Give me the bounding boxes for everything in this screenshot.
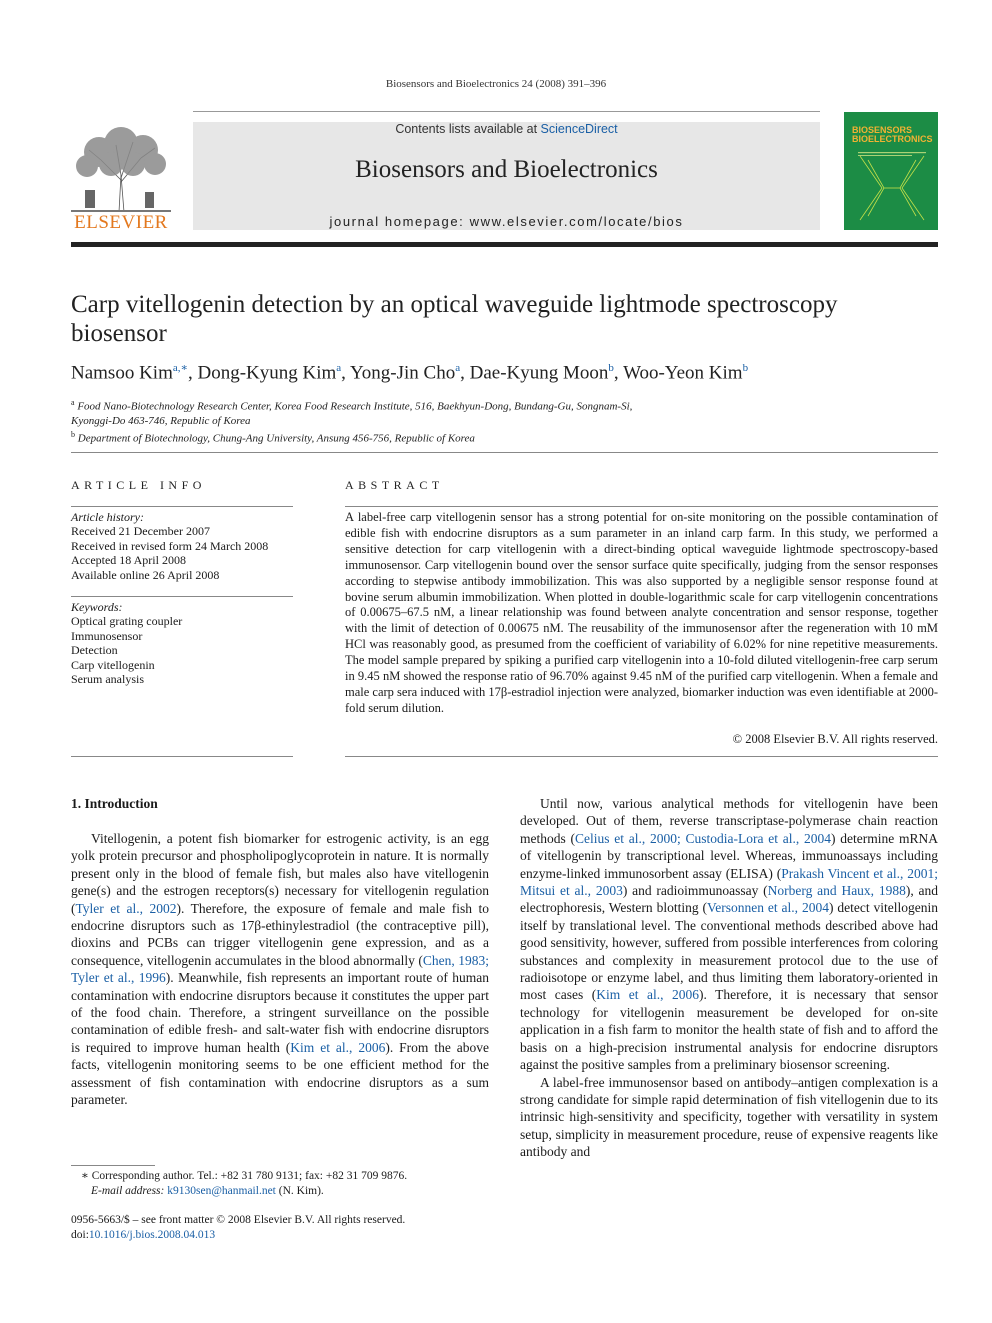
author-list (71, 361, 938, 384)
abstract-rule (345, 506, 938, 507)
history-received: Received 21 December 2007 (71, 524, 210, 539)
author-separator: , (460, 362, 470, 384)
author-separator: , (187, 362, 198, 384)
author-affiliation-mark[interactable]: a (336, 362, 342, 374)
author-affiliation-mark[interactable]: a,∗ (172, 362, 188, 374)
text-run: ). Therefore, it is necessary that sensor technology for vitellogenin measurement be developed for on-site application in a fish farm to monitor the health state of fish and to afford the basis on a high-precision instrumental analysis for endocrine disruptors against the positive samples from a preliminary biosensor screening. (520, 987, 938, 1073)
affiliation-a-line1: Food Nano-Biotechnology Research Center, Korea Food Research Institute, 516, Baekhyun-Dong, Bundang-Gu, Songnam-Si, (77, 400, 633, 413)
reference-link[interactable]: Versonnen et al., 2004 (706, 900, 829, 916)
affiliation-mark: a (71, 398, 75, 407)
cover-title-line2: BIOELECTRONICS (852, 134, 933, 144)
intro-paragraph-1 (71, 830, 489, 1109)
article-info-bottom-rule (71, 756, 293, 757)
author-name: Dae-Kyung Moon (469, 362, 609, 384)
affiliation-b-line: Department of Biotechnology, Chung-Ang University, Ansung 456-756, Republic of Korea (77, 432, 475, 445)
abstract-heading: ABSTRACT (345, 478, 444, 492)
affiliation-a (71, 396, 938, 445)
reference-link[interactable]: Kim et al., 2006 (290, 1039, 386, 1055)
keywords-rule (71, 596, 293, 597)
sciencedirect-link[interactable]: ScienceDirect (540, 122, 618, 136)
keyword-item: Carp vitellogenin (71, 657, 155, 672)
reference-link[interactable]: Chen, 1983; Tyler et al., 1996 (71, 952, 489, 986)
doi-link[interactable]: 10.1016/j.bios.2008.04.013 (88, 1228, 216, 1241)
text-run: ). From the above facts, vitellogenin monitoring seems to be one efficient method for the assessment of fish contamination with endocrine disruptors as a sum parameter. (71, 1039, 489, 1108)
author-separator: , (341, 362, 350, 384)
text-run: ) determine mRNA of vitellogenin by transcriptional level. Whereas, immunoassays including enzyme-linked immunosorbent assay (ELISA) ( (520, 830, 938, 881)
text-run: ) and radioimmunoassay ( (622, 883, 768, 899)
corresponding-author-footnote (71, 1169, 491, 1198)
keyword-item: Immunosensor (71, 628, 143, 643)
email-suffix: (N. Kim). (275, 1184, 324, 1197)
abstract-text: A label-free carp vitellogenin sensor has a strong potential for on-site monitoring on the possible contamination of edible fish with endocrine disruptors as a sum parameter in an inland carp farm. In this study, we performed a sensitive detection for carp vitellogenin with a direct-binding optical waveguide lightmode spectroscopy-based immunosensor. Carp vitellogenin bound over the sensor surface quite specifically, judging from the sensor responses according to stepwise antibody immobilization. This was also supported by a negligible sensor response found at bovine serum albumin immobilization. When plotted in double-logarithmic scale for carp vitellogenin concentrations of 0.00675–67.5 nM, a linear relationship was found between analyte concentration and sensor response, together with the limit of detection of 0.00675 nM. The reusability of the immunosensor after the regeneration with 10 mM HCl was reasonably good, as presumed from the coefficient of variability of 6.02% for nine repetitive measurements. The model sample prepared by spiking a purified carp vitellogenin into a 10-fold diluted vitellogenin-free carp serum in 9.45 nM showed the response ratio of 96.70% against 9.45 nM of the purified carp vitellogenin. When a female and male carp sera induced with 17β-estradiol injection were analyzed, biomarker induction was even identifiable at 2000-fold serum dilution. (345, 510, 938, 715)
keyword-item: Serum analysis (71, 672, 144, 687)
intro-paragraph-3: A label-free immunosensor based on antibody–antigen complexation is a strong candidate for simple rapid determination of fish vitellogenin due to its intrinsic high-sensitivity and specificity, together with versatility in system setup, simplicity in measurement procedure, reuse of expensive reagents like antibody and (520, 1074, 938, 1160)
reference-link[interactable]: Norberg and Haux, 1988 (767, 883, 906, 899)
reference-link[interactable]: Celius et al., 2000; Custodia-Lora et al., 2004 (575, 830, 831, 846)
article-title (71, 290, 938, 348)
journal-cover-thumbnail[interactable] (844, 112, 938, 230)
text-run: ) detect vitellogenin itself by translational level. The conventional methods described above had good sensitivity, however, suffered from possible interferences from coloring substances and complexity in measurement protocol due to the use of radioisotope or enzyme label, and thus limiting them laboratory-oriented in most cases ( (520, 900, 938, 1003)
footnote-rule (71, 1165, 155, 1166)
cover-title-line1: BIOSENSORS (852, 125, 913, 135)
email-label: E-mail address: (91, 1184, 165, 1197)
keywords-label: Keywords: (71, 600, 123, 614)
front-matter-info (71, 1213, 491, 1242)
elsevier-tree-icon (71, 120, 171, 216)
elsevier-logo[interactable] (71, 120, 171, 232)
body-column-left (71, 830, 489, 1109)
article-history (71, 510, 293, 582)
author-name: Woo-Yeon Kim (623, 362, 743, 384)
author-name: Dong-Kyung Kim (197, 362, 337, 384)
article-info-rule (71, 506, 293, 507)
journal-homepage[interactable]: journal homepage: www.elsevier.com/locate/bios (329, 214, 684, 229)
history-revised: Received in revised form 24 March 2008 (71, 538, 269, 553)
header-thick-rule (71, 242, 938, 247)
reference-link[interactable]: Kim et al., 2006 (596, 987, 700, 1003)
article-title-line2: biosensor (71, 320, 167, 347)
author-name: Yong-Jin Cho (349, 362, 456, 384)
reference-link[interactable]: Prakash Vincent et al., 2001; Mitsui et al., 2003 (520, 865, 938, 899)
article-info-heading: ARTICLE INFO (71, 478, 206, 492)
header-top-rule (193, 111, 820, 112)
history-accepted: Accepted 18 April 2008 (71, 553, 186, 568)
email-link[interactable]: k9130sen@hanmail.net (167, 1184, 276, 1197)
author-name: Namsoo Kim (71, 362, 173, 384)
journal-citation: Biosensors and Bioelectronics 24 (2008) 391–396 (385, 78, 607, 90)
cover-artwork-icon (854, 150, 930, 224)
author-separator: , (613, 362, 624, 384)
article-history-label: Article history: (71, 510, 144, 524)
abstract-copyright: © 2008 Elsevier B.V. All rights reserved. (732, 732, 938, 746)
reference-link[interactable]: Tyler et al., 2002 (75, 900, 177, 916)
corresponding-author-text: Corresponding author. Tel.: +82 31 780 9131; fax: +82 31 709 9876. (91, 1170, 408, 1182)
author-affiliation-mark[interactable]: b (742, 362, 749, 374)
article-title-line1: Carp vitellogenin detection by an optical waveguide lightmode spectroscopy (71, 291, 838, 318)
text-run: Until now, various analytical methods for vitellogenin have been developed. Out of them, reverse transcriptase-polymerase chain reaction methods ( (520, 796, 938, 846)
text-run: ). Meanwhile, fish represents an important route of human contamination with endocrine disruptors because it constitutes the upper part of the food chain. Therefore, a stringent surveillance on the possible contamination of edible fresh- and salt-water fish with endocrine disruptors is required to improve human health ( (71, 970, 489, 1055)
author-affiliation-mark[interactable]: a (455, 362, 461, 374)
elsevier-wordmark: ELSEVIER (74, 212, 168, 233)
contents-availability (193, 122, 820, 136)
keyword-item: Optical grating coupler (71, 614, 183, 629)
keywords (71, 600, 293, 686)
history-online: Available online 26 April 2008 (71, 567, 220, 582)
contents-prefix: Contents lists available at (395, 122, 541, 136)
author-affiliation-mark[interactable]: b (608, 362, 614, 374)
affiliation-rule (71, 452, 938, 453)
abstract-bottom-rule (345, 756, 938, 757)
intro-paragraph-2 (520, 795, 938, 1074)
keyword-item: Detection (71, 643, 118, 658)
cover-title (852, 126, 933, 144)
issn-line: 0956-5663/$ – see front matter © 2008 Elsevier B.V. All rights reserved. (71, 1214, 406, 1226)
journal-name: Biosensors and Bioelectronics (355, 156, 658, 183)
affiliation-a-line2: Kyonggi-Do 463-746, Republic of Korea (71, 414, 251, 427)
text-run: ), and electrophoresis, Western blotting ( (520, 883, 938, 916)
doi-prefix: doi: (71, 1228, 89, 1241)
section-heading-introduction: 1. Introduction (71, 796, 158, 811)
body-column-right (520, 795, 938, 1161)
text-run: ). Therefore, the exposure of female and male fish to endocrine disruptors such as 17β-ethinylestradiol (the contraceptive pill), dioxins and PCBs can trigger vitellogenin gene expression, and as a consequence, vitellogenin accumulates in the blood abnormally ( (71, 900, 489, 968)
footnote-mark: ∗ (81, 1170, 89, 1182)
text-run: Vitellogenin, a potent fish biomarker for estrogenic activity, is an egg yolk protein precursor and phospholipoglycoprotein in nature. It is normally present only in the blood of female fish, but males also have vitellogenin gene(s) and the estrogen receptors(s) necessary for vitellogenin regulation ( (71, 831, 489, 916)
affiliation-mark: b (71, 429, 75, 439)
